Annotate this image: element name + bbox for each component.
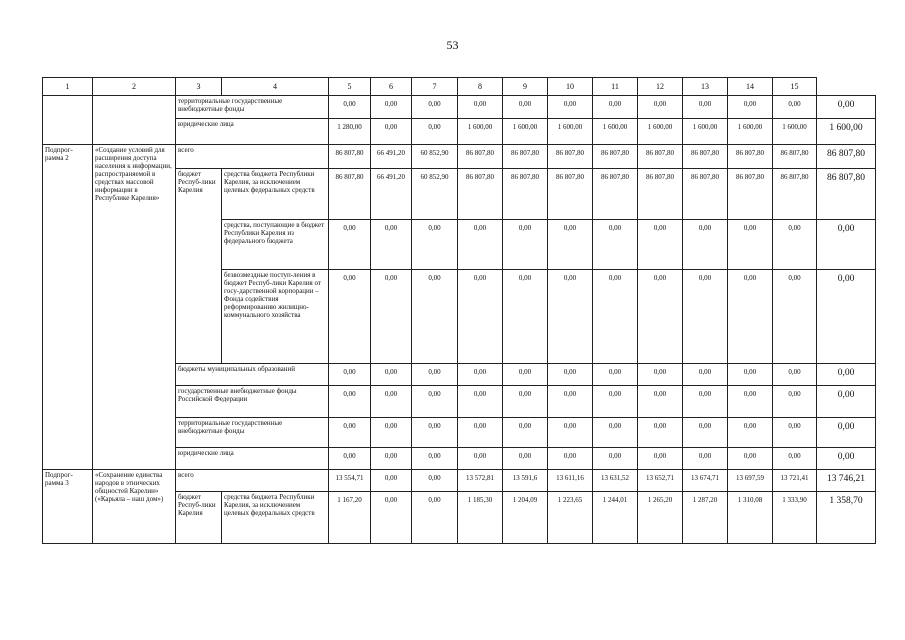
source-label: территориальные государственные внебюджетные фонды [176, 418, 329, 448]
value-cell: 86 807,80 [458, 169, 503, 220]
value-cell: 0,00 [548, 96, 593, 119]
value-cell: 0,00 [503, 220, 548, 270]
header-cell: 7 [412, 78, 458, 96]
value-cell: 86 807,80 [503, 169, 548, 220]
value-cell: 0,00 [593, 418, 638, 448]
value-cell: 0,00 [412, 470, 458, 492]
value-cell: 0,00 [548, 364, 593, 386]
value-cell: 13 746,21 [817, 470, 876, 492]
value-cell: 0,00 [728, 448, 773, 470]
value-cell: 0,00 [329, 220, 371, 270]
header-cell: 14 [728, 78, 773, 96]
value-cell: 0,00 [371, 270, 412, 364]
value-cell: 66 491,20 [371, 145, 412, 169]
value-cell: 0,00 [593, 220, 638, 270]
header-cell: 1 [43, 78, 93, 96]
value-cell: 1 244,01 [593, 492, 638, 544]
value-cell: 0,00 [728, 386, 773, 418]
value-cell: 1 223,65 [548, 492, 593, 544]
page-number: 53 [446, 38, 459, 52]
value-cell: 1 600,00 [458, 119, 503, 145]
table-row [43, 470, 876, 492]
table-row [43, 145, 876, 169]
value-cell: 1 600,00 [503, 119, 548, 145]
value-cell: 0,00 [638, 386, 683, 418]
value-cell: 0,00 [728, 364, 773, 386]
source-label: средства, поступающие в бюджет Республики Карелия из федерального бюджета [222, 220, 329, 270]
value-cell: 60 852,90 [412, 169, 458, 220]
source-label: бюджеты муниципальных образований [176, 364, 329, 386]
value-cell: 0,00 [817, 270, 876, 364]
value-cell: 86 807,80 [593, 169, 638, 220]
value-cell: 1 600,00 [638, 119, 683, 145]
value-cell: 0,00 [593, 364, 638, 386]
value-cell: 86 807,80 [593, 145, 638, 169]
value-cell: 0,00 [458, 220, 503, 270]
value-cell: 0,00 [728, 96, 773, 119]
budget-table [42, 77, 876, 544]
value-cell: 1 204,09 [503, 492, 548, 544]
value-cell: 13 697,59 [728, 470, 773, 492]
header-cell: 9 [503, 78, 548, 96]
header-cell: 11 [593, 78, 638, 96]
value-cell: 0,00 [329, 270, 371, 364]
value-cell: 0,00 [329, 96, 371, 119]
value-cell: 0,00 [638, 220, 683, 270]
source-label: безвозмездные поступ-ления в бюджет Респуб-лики Карелия от госу-дарственной корпорации – Фонда содействия реформированию жилищно-коммунального хозяйства [222, 270, 329, 364]
value-cell: 0,00 [503, 96, 548, 119]
source-label: юридические лица [176, 448, 329, 470]
value-cell: 0,00 [412, 119, 458, 145]
value-cell: 1 600,00 [683, 119, 728, 145]
subprogram-name: «Сохранение единства народов в этнических общностей Карелии» («Карьяла – наш дом») [93, 470, 176, 544]
value-cell: 1 280,00 [329, 119, 371, 145]
value-cell: 13 652,71 [638, 470, 683, 492]
value-cell: 0,00 [683, 386, 728, 418]
value-cell: 0,00 [548, 270, 593, 364]
value-cell: 0,00 [371, 470, 412, 492]
value-cell: 0,00 [412, 364, 458, 386]
value-cell: 1 185,30 [458, 492, 503, 544]
source-label: территориальные государственные внебюджетные фонды [176, 96, 329, 119]
value-cell: 86 807,80 [638, 169, 683, 220]
value-cell: 1 600,00 [593, 119, 638, 145]
header-cell: 5 [329, 78, 371, 96]
empty-cell [93, 96, 176, 145]
source-label: государственные внебюджетные фонды Российской Федерации [176, 386, 329, 418]
value-cell: 1 358,70 [817, 492, 876, 544]
source-label: средства бюджета Республики Карелия, за исключением целевых федеральных средств [222, 169, 329, 220]
value-cell: 13 611,16 [548, 470, 593, 492]
value-cell: 0,00 [329, 364, 371, 386]
source-label: средства бюджета Республики Карелия, за исключением целевых федеральных средств [222, 492, 329, 544]
value-cell: 0,00 [817, 448, 876, 470]
value-cell: 0,00 [773, 386, 817, 418]
value-cell: 0,00 [683, 364, 728, 386]
value-cell: 0,00 [728, 270, 773, 364]
value-cell: 1 600,00 [773, 119, 817, 145]
value-cell: 0,00 [683, 220, 728, 270]
value-cell: 0,00 [593, 448, 638, 470]
header-cell: 4 [222, 78, 329, 96]
value-cell: 0,00 [593, 96, 638, 119]
source-label: всего [176, 145, 329, 169]
value-cell: 0,00 [371, 386, 412, 418]
value-cell: 0,00 [548, 448, 593, 470]
value-cell: 1 600,00 [728, 119, 773, 145]
value-cell: 0,00 [458, 270, 503, 364]
value-cell: 0,00 [412, 418, 458, 448]
value-cell: 0,00 [817, 386, 876, 418]
budget-group-label: бюджет Респуб-лики Карелия [176, 169, 222, 364]
value-cell: 0,00 [683, 448, 728, 470]
value-cell: 0,00 [548, 220, 593, 270]
value-cell: 0,00 [773, 220, 817, 270]
value-cell: 1 333,90 [773, 492, 817, 544]
source-label: юридические лица [176, 119, 329, 145]
value-cell: 0,00 [329, 418, 371, 448]
value-cell: 60 852,90 [412, 145, 458, 169]
value-cell: 0,00 [503, 448, 548, 470]
value-cell: 1 287,20 [683, 492, 728, 544]
value-cell: 0,00 [593, 270, 638, 364]
value-cell: 86 807,80 [728, 145, 773, 169]
subprogram-title: Подпрог-рамма 2 [43, 145, 93, 470]
subprogram-name: «Создание условий для расширения доступа населения к информации, распространяемой в средствах массовой информации в Республике Карелия» [93, 145, 176, 470]
value-cell: 0,00 [458, 364, 503, 386]
value-cell: 0,00 [503, 270, 548, 364]
value-cell: 86 807,80 [503, 145, 548, 169]
value-cell: 0,00 [638, 96, 683, 119]
value-cell: 0,00 [683, 270, 728, 364]
value-cell: 0,00 [638, 270, 683, 364]
value-cell: 0,00 [412, 386, 458, 418]
value-cell: 0,00 [773, 96, 817, 119]
subprogram-title: Подпрог-рамма 3 [43, 470, 93, 544]
value-cell: 0,00 [638, 418, 683, 448]
value-cell: 0,00 [817, 220, 876, 270]
value-cell: 13 591,6 [503, 470, 548, 492]
header-cell: 6 [371, 78, 412, 96]
value-cell: 0,00 [458, 386, 503, 418]
value-cell: 1 600,00 [817, 119, 876, 145]
header-cell: 3 [176, 78, 222, 96]
value-cell: 0,00 [412, 448, 458, 470]
value-cell: 86 807,80 [458, 145, 503, 169]
value-cell: 0,00 [371, 119, 412, 145]
value-cell: 0,00 [371, 492, 412, 544]
value-cell: 86 807,80 [773, 169, 817, 220]
value-cell: 0,00 [548, 418, 593, 448]
value-cell: 0,00 [458, 418, 503, 448]
value-cell: 0,00 [371, 448, 412, 470]
value-cell: 13 572,81 [458, 470, 503, 492]
value-cell: 0,00 [412, 220, 458, 270]
empty-cell [43, 96, 93, 145]
value-cell: 0,00 [683, 96, 728, 119]
value-cell: 0,00 [773, 418, 817, 448]
value-cell: 86 807,80 [817, 145, 876, 169]
value-cell: 0,00 [412, 96, 458, 119]
value-cell: 0,00 [728, 418, 773, 448]
header-cell: 8 [458, 78, 503, 96]
value-cell: 0,00 [412, 492, 458, 544]
header-cell: 10 [548, 78, 593, 96]
value-cell: 66 491,20 [371, 169, 412, 220]
header-cell: 15 [773, 78, 817, 96]
value-cell: 86 807,80 [548, 169, 593, 220]
value-cell: 0,00 [638, 448, 683, 470]
header-cell: 13 [683, 78, 728, 96]
value-cell: 0,00 [412, 270, 458, 364]
value-cell: 0,00 [817, 364, 876, 386]
value-cell: 86 807,80 [329, 145, 371, 169]
value-cell: 13 631,52 [593, 470, 638, 492]
value-cell: 1 310,08 [728, 492, 773, 544]
value-cell: 0,00 [773, 270, 817, 364]
value-cell: 0,00 [458, 448, 503, 470]
value-cell: 0,00 [817, 418, 876, 448]
value-cell: 0,00 [503, 418, 548, 448]
value-cell: 0,00 [329, 386, 371, 418]
source-label: всего [176, 470, 329, 492]
value-cell: 86 807,80 [329, 169, 371, 220]
value-cell: 0,00 [773, 364, 817, 386]
value-cell: 1 167,20 [329, 492, 371, 544]
budget-group-label: бюджет Респуб-лики Карелия [176, 492, 222, 544]
table-row [43, 96, 876, 119]
value-cell: 13 721,41 [773, 470, 817, 492]
header-cell: 2 [93, 78, 176, 96]
value-cell: 0,00 [371, 96, 412, 119]
value-cell: 86 807,80 [773, 145, 817, 169]
value-cell: 0,00 [371, 220, 412, 270]
value-cell: 86 807,80 [683, 145, 728, 169]
header-row [43, 78, 876, 96]
value-cell: 1 600,00 [548, 119, 593, 145]
value-cell: 86 807,80 [638, 145, 683, 169]
value-cell: 0,00 [817, 96, 876, 119]
value-cell: 0,00 [638, 364, 683, 386]
value-cell: 13 674,71 [683, 470, 728, 492]
value-cell: 86 807,80 [548, 145, 593, 169]
value-cell: 86 807,80 [817, 169, 876, 220]
value-cell: 0,00 [329, 448, 371, 470]
value-cell: 0,00 [503, 386, 548, 418]
value-cell: 0,00 [371, 418, 412, 448]
value-cell: 0,00 [773, 448, 817, 470]
value-cell: 0,00 [683, 418, 728, 448]
value-cell: 0,00 [503, 364, 548, 386]
value-cell: 0,00 [371, 364, 412, 386]
header-cell: 12 [638, 78, 683, 96]
value-cell: 0,00 [593, 386, 638, 418]
value-cell: 1 265,20 [638, 492, 683, 544]
value-cell: 13 554,71 [329, 470, 371, 492]
value-cell: 0,00 [728, 220, 773, 270]
value-cell: 0,00 [458, 96, 503, 119]
value-cell: 0,00 [548, 386, 593, 418]
value-cell: 86 807,80 [683, 169, 728, 220]
value-cell: 86 807,80 [728, 169, 773, 220]
